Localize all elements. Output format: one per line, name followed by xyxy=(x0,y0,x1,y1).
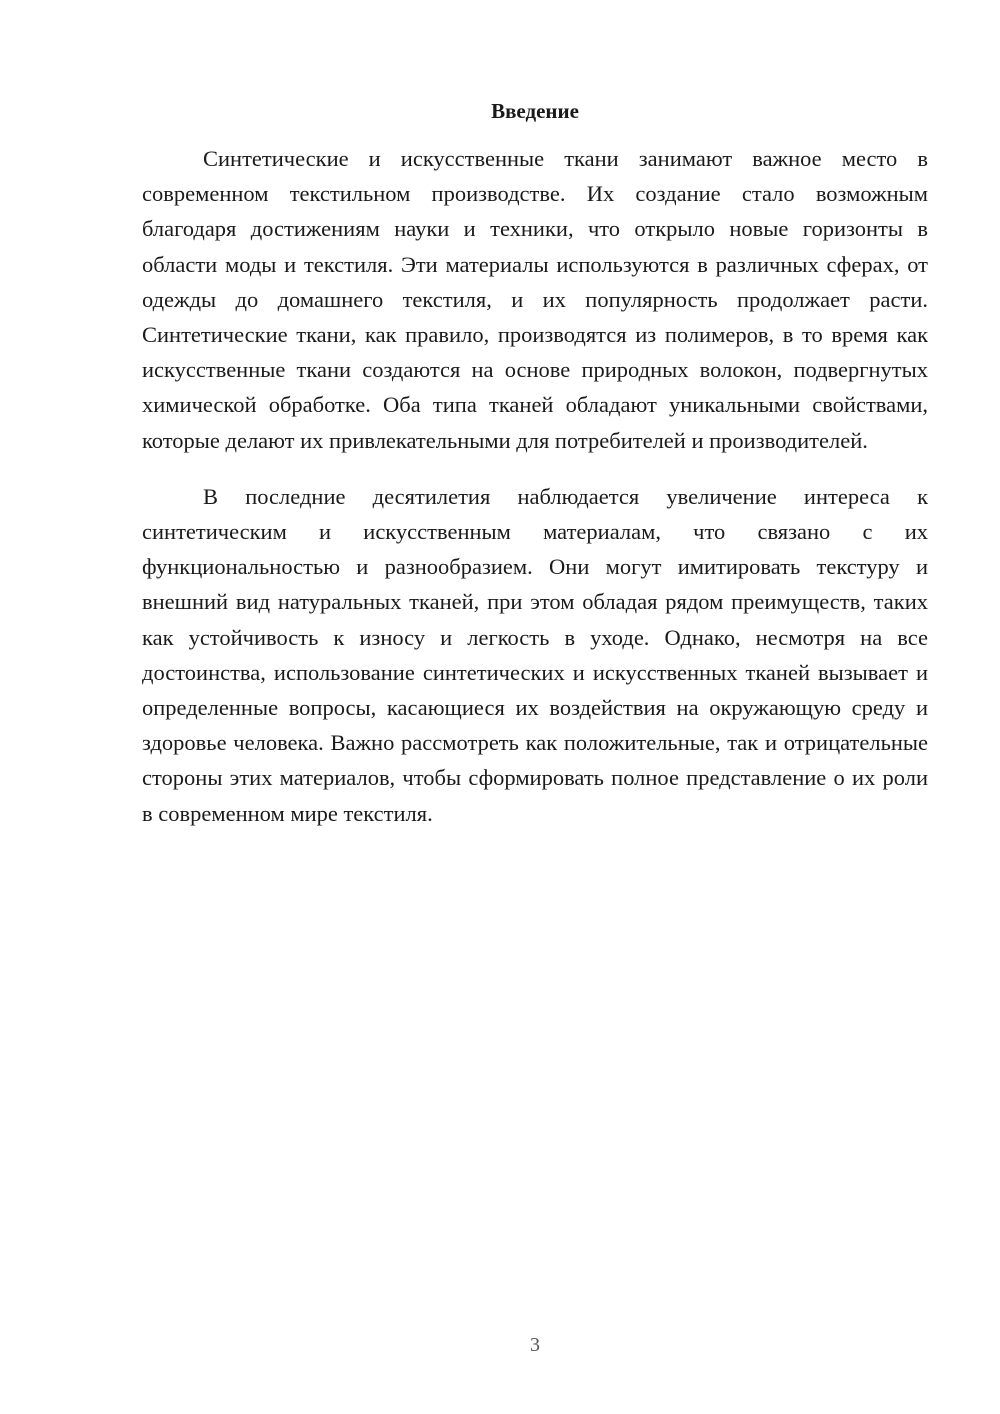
paragraph: Синтетические и искусственные ткани занимают важное место в современном текстильном производстве. Их создание стало возможным благодаря достижениям науки и техники, что открыло новые горизонты в области моды и текстиля. Эти материалы используются в различных сферах, от одежды до домашнего текстиля, и их популярность продолжает расти. Синтетические ткани, как правило, производятся из полимеров, в то время как искусственные ткани создаются на основе природных волокон, подвергнутых химической обработке. Оба типа тканей обладают уникальными свойствами, которые делают их привлекательными для потребителей и производителей. xyxy=(142,146,928,453)
body-text xyxy=(142,141,928,831)
section-title: Введение xyxy=(491,99,579,123)
page-number: 3 xyxy=(530,1334,540,1356)
paragraph: В последние десятилетия наблюдается увеличение интереса к синтетическим и искусственным материалам, что связано с их функциональностью и разнообразием. Они могут имитировать текстуру и внешний вид натуральных тканей, при этом обладая рядом преимуществ, таких как устойчивость к износу и легкость в уходе. Однако, несмотря на все достоинства, использование синтетических и искусственных тканей вызывает и определенные вопросы, касающиеся их воздействия на окружающую среду и здоровье человека. Важно рассмотреть как положительные, так и отрицательные стороны этих материалов, чтобы сформировать полное представление о их роли в современном мире текстиля. xyxy=(142,483,928,826)
